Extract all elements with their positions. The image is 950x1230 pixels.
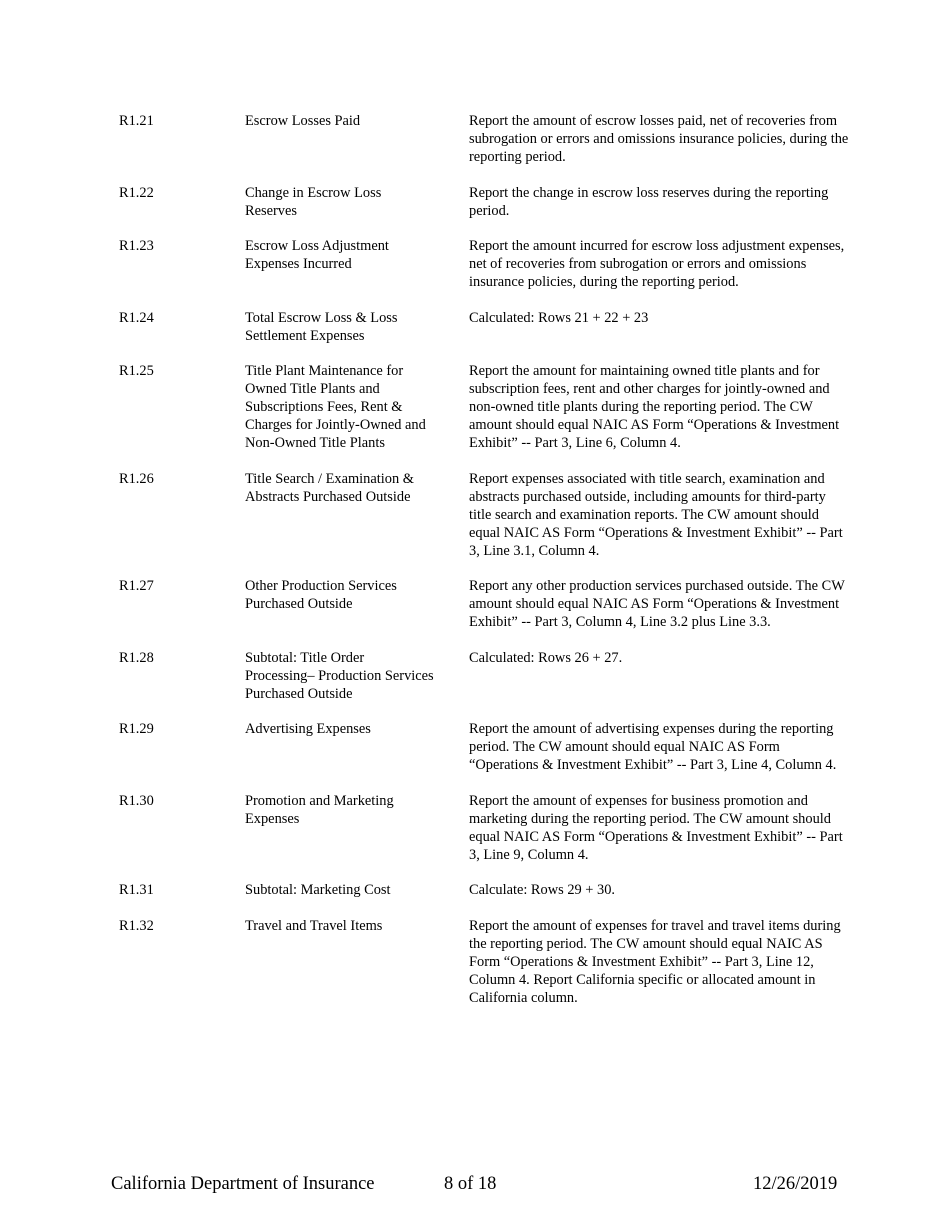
row-title-line: Owned Title Plants and: [245, 381, 380, 397]
table-row: [119, 237, 889, 291]
row-description-line: marketing during the reporting period. The CW amount should: [469, 810, 831, 827]
row-description: [469, 792, 889, 864]
row-title: [245, 792, 469, 828]
row-title: [245, 917, 469, 935]
table-row: [119, 792, 889, 864]
row-description-line: period. The CW amount should equal NAIC AS Form: [469, 739, 780, 755]
row-title: [245, 237, 469, 273]
row-description-line: Calculate: Rows 29 + 30.: [469, 882, 616, 898]
row-title-line: Subscriptions Fees, Rent &: [245, 399, 403, 415]
row-description-line: Calculated: Rows 26 + 27.: [469, 649, 623, 666]
row-title-line: Processing– Production Services: [245, 667, 434, 684]
row-title-line: Charges for Jointly-Owned and: [245, 417, 426, 433]
row-title-line: Reserves: [245, 202, 297, 219]
footer-page-number: 8 of 18: [444, 1174, 497, 1194]
row-code: R1.24: [119, 309, 154, 326]
row-description-line: equal NAIC AS Form “Operations & Investment Exhibit” -- Part: [469, 828, 843, 845]
row-description: [469, 881, 889, 899]
table-row: [119, 720, 889, 774]
row-description-line: subrogation or errors and omissions insurance policies, during the: [469, 131, 849, 147]
row-description-line: amount should equal NAIC AS Form “Operations & Investment: [469, 596, 840, 612]
row-code: R1.31: [119, 882, 154, 898]
row-description-line: Calculated: Rows 21 + 22 + 23: [469, 309, 649, 326]
row-description: [469, 470, 889, 560]
footer-date: 12/26/2019: [753, 1174, 838, 1194]
row-description-line: Report the amount of escrow losses paid, net of recoveries from: [469, 113, 838, 129]
row-title-line: Subtotal: Marketing Cost: [245, 882, 391, 898]
row-title: [245, 720, 469, 738]
row-description-line: Report the change in escrow loss reserves during the reporting: [469, 184, 829, 201]
row-description-line: Report any other production services purchased outside. The CW: [469, 578, 845, 594]
row-code: R1.29: [119, 721, 154, 737]
row-title-line: Escrow Loss Adjustment: [245, 238, 389, 254]
footer-organization: California Department of Insurance: [111, 1174, 375, 1194]
row-description-line: title search and examination reports. The CW amount should: [469, 506, 819, 523]
row-description: [469, 309, 889, 327]
row-title-line: Non-Owned Title Plants: [245, 435, 385, 451]
row-title-line: Travel and Travel Items: [245, 917, 383, 934]
row-title-line: Purchased Outside: [245, 685, 353, 702]
row-code: R1.23: [119, 238, 154, 254]
row-description-line: period.: [469, 202, 510, 219]
row-description-line: net of recoveries from subrogation or errors and omissions: [469, 256, 807, 272]
row-description-line: Report expenses associated with title search, examination and: [469, 470, 825, 487]
row-title-line: Settlement Expenses: [245, 327, 365, 344]
row-title-line: Change in Escrow Loss: [245, 184, 382, 201]
row-description-line: subscription fees, rent and other charges for jointly-owned and: [469, 381, 830, 397]
row-title: [245, 881, 469, 899]
row-description-line: Form “Operations & Investment Exhibit” -- Part 3, Line 12,: [469, 953, 814, 970]
row-description: [469, 917, 889, 1007]
row-title-line: Abstracts Purchased Outside: [245, 488, 411, 505]
table-row: [119, 881, 889, 899]
row-description-line: Report the amount of expenses for business promotion and: [469, 792, 808, 809]
row-description: [469, 720, 889, 774]
row-description-line: Exhibit” -- Part 3, Column 4, Line 3.2 plus Line 3.3.: [469, 614, 771, 630]
row-title: [245, 649, 469, 703]
row-description-line: California column.: [469, 989, 578, 1006]
row-description-line: “Operations & Investment Exhibit” -- Part 3, Line 4, Column 4.: [469, 757, 837, 773]
row-title-line: Expenses Incurred: [245, 256, 352, 272]
table-row: [119, 649, 889, 703]
row-code: R1.25: [119, 363, 154, 379]
row-title-line: Purchased Outside: [245, 596, 353, 612]
row-description-line: Column 4. Report California specific or allocated amount in: [469, 971, 816, 988]
row-code: R1.22: [119, 184, 154, 201]
table-row: [119, 917, 889, 1007]
row-description: [469, 112, 889, 166]
row-description-line: insurance policies, during the reporting period.: [469, 274, 739, 290]
table-row: [119, 309, 889, 345]
row-description-line: non-owned title plants during the reporting period. The CW: [469, 399, 813, 415]
row-description-line: abstracts purchased outside, including amounts for third-party: [469, 488, 826, 505]
row-title-line: Expenses: [245, 810, 300, 827]
row-title: [245, 362, 469, 452]
table-row: [119, 470, 889, 560]
row-code: R1.32: [119, 917, 154, 934]
row-code: R1.21: [119, 113, 154, 129]
table-row: [119, 362, 889, 452]
row-code: R1.30: [119, 792, 154, 809]
row-title: [245, 184, 469, 220]
row-title-line: Title Plant Maintenance for: [245, 363, 404, 379]
row-title-line: Subtotal: Title Order: [245, 649, 365, 666]
row-description: [469, 184, 889, 220]
row-description: [469, 577, 889, 631]
row-description-line: amount should equal NAIC AS Form “Operations & Investment: [469, 417, 840, 433]
row-title-line: Escrow Losses Paid: [245, 113, 361, 129]
line-item-table: [119, 112, 889, 1024]
row-code: R1.28: [119, 649, 154, 666]
row-title-line: Title Search / Examination &: [245, 470, 414, 487]
row-title-line: Promotion and Marketing: [245, 792, 394, 809]
row-description-line: Exhibit” -- Part 3, Line 6, Column 4.: [469, 435, 681, 451]
row-description-line: 3, Line 9, Column 4.: [469, 846, 589, 863]
row-description-line: Report the amount incurred for escrow loss adjustment expenses,: [469, 238, 845, 254]
row-title: [245, 470, 469, 506]
row-title: [245, 112, 469, 130]
table-row: [119, 577, 889, 631]
row-description-line: Report the amount of advertising expenses during the reporting: [469, 721, 834, 737]
row-description-line: 3, Line 3.1, Column 4.: [469, 542, 600, 559]
table-row: [119, 184, 889, 220]
row-description-line: equal NAIC AS Form “Operations & Investment Exhibit” -- Part: [469, 524, 843, 541]
row-code: R1.26: [119, 470, 154, 487]
row-description: [469, 237, 889, 291]
row-title: [245, 309, 469, 345]
row-title-line: Other Production Services: [245, 578, 397, 594]
row-description-line: Report the amount of expenses for travel and travel items during: [469, 917, 841, 934]
table-row: [119, 112, 889, 166]
row-description-line: reporting period.: [469, 149, 566, 165]
row-title-line: Advertising Expenses: [245, 721, 371, 737]
row-title-line: Total Escrow Loss & Loss: [245, 309, 398, 326]
row-description-line: the reporting period. The CW amount should equal NAIC AS: [469, 935, 823, 952]
row-title: [245, 577, 469, 613]
row-code: R1.27: [119, 578, 154, 594]
row-description: [469, 362, 889, 452]
row-description-line: Report the amount for maintaining owned title plants and for: [469, 363, 820, 379]
row-description: [469, 649, 889, 667]
